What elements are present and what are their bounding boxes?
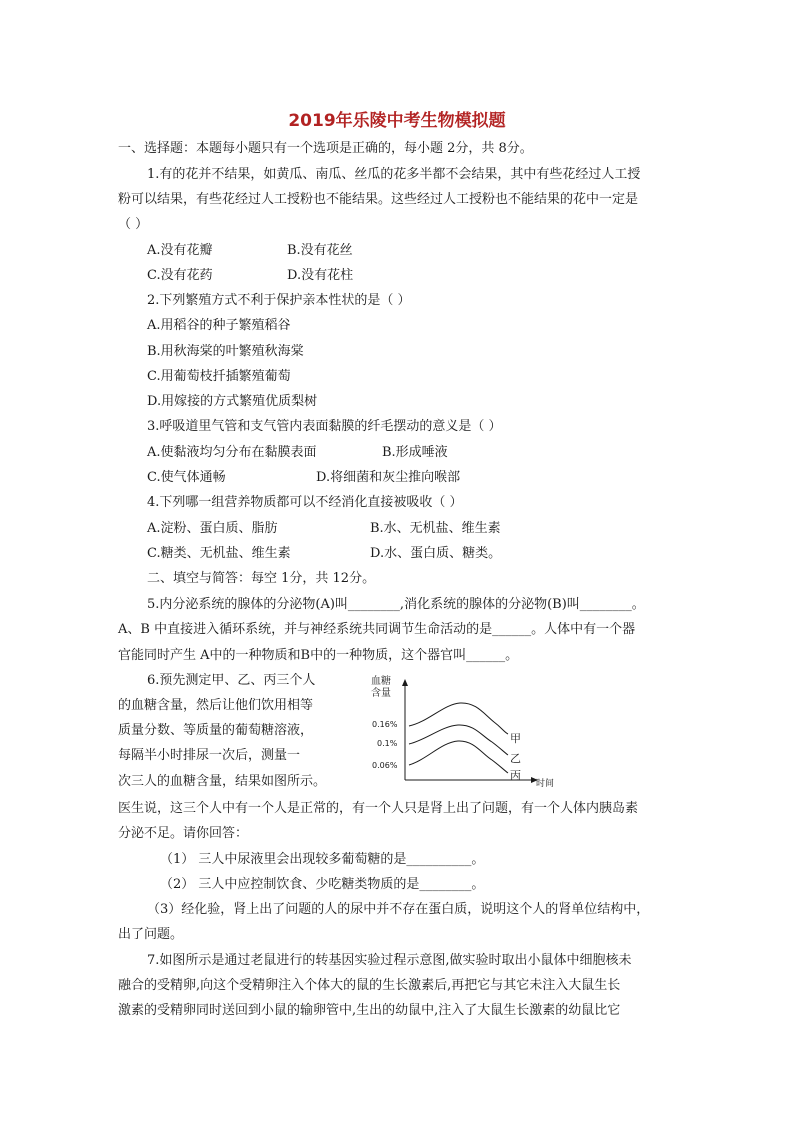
- q1-stem-line1: 1.有的花并不结果，如黄瓜、南瓜、丝瓜的花多半都不会结果，其中有些花经过人工授: [147, 167, 641, 182]
- q6-line1: 6.预先测定甲、乙、丙三个人: [147, 673, 316, 688]
- chart-ylabel-line1: 血糖: [371, 676, 391, 687]
- q6-line4: 每隔半小时排尿一次后，测量一: [118, 748, 301, 763]
- q3-option-b: B.形成唾液: [382, 445, 448, 460]
- q2-option-c: C.用葡萄枝扦插繁殖葡萄: [147, 369, 291, 384]
- q6-line5: 次三人的血糖含量，结果如图所示。: [118, 774, 327, 789]
- q2-option-d: D.用嫁接的方式繁殖优质梨树: [147, 394, 318, 409]
- q6-line3: 质量分数、等质量的葡萄糖溶液，: [118, 723, 314, 738]
- q2-stem: 2.下列繁殖方式不利于保护亲本性状的是（ ）: [147, 293, 411, 308]
- q1-option-a: A.没有花瓣: [147, 243, 213, 258]
- series-label-jia: 甲: [510, 732, 521, 745]
- section1-header: 一、选择题：本题每小题只有一个选项是正确的，每小题 2分，共 8分。: [118, 141, 533, 156]
- section2-header: 二、填空与简答：每空 1分，共 12分。: [147, 571, 376, 586]
- series-label-bing: 丙: [510, 769, 521, 782]
- q7-line1: 7.如图所示是通过老鼠进行的转基因实验过程示意图,做实验时取出小鼠体中细胞核未: [147, 953, 632, 968]
- q2-option-a: A.用稻谷的种子繁殖稻谷: [147, 318, 291, 333]
- q3-option-a: A.使黏液均匀分布在黏膜表面: [147, 445, 317, 460]
- q3-stem: 3.呼吸道里气管和支气管内表面黏膜的纤毛摆动的意义是（ ）: [147, 419, 502, 434]
- q5-line3: 官能同时产生 A中的一种物质和B中的一种物质，这个器官叫______。: [118, 648, 519, 663]
- chart-xlabel: 时间: [536, 779, 555, 789]
- q1-option-c: C.没有花药: [147, 268, 213, 283]
- chart-ytick-2: 0.06%: [372, 761, 398, 770]
- q6-sub2: （2） 三人中应控制饮食、少吃糖类物质的是________。: [160, 877, 485, 892]
- q4-option-c: C.糖类、无机盐、维生素: [147, 546, 291, 561]
- q6-sub3-line2: 出了问题。: [118, 927, 184, 942]
- q3-option-d: D.将细菌和灰尘推向喉部: [316, 470, 461, 485]
- q6-sub3-line1: （3）经化验，肾上出了问题的人的尿中并不存在蛋白质，说明这个人的肾单位结构中，: [147, 902, 650, 917]
- q5-line2: A、B 中直接进入循环系统，并与神经系统共同调节生命活动的是______。人体中有一个器: [118, 622, 636, 637]
- q4-option-b: B.水、无机盐、维生素: [370, 521, 501, 536]
- chart-ytick-0: 0.16%: [372, 720, 398, 729]
- q5-line1: 5.内分泌系统的腺体的分泌物(A)叫________,消化系统的腺体的分泌物(B)叫________。: [147, 597, 645, 612]
- q4-option-d: D.水、蛋白质、糖类。: [370, 546, 502, 561]
- q1-stem-line2: 粉可以结果，有些花经过人工授粉也不能结果。这些经过人工授粉也不能结果的花中一定是: [118, 192, 639, 207]
- q6-line2: 的血糖含量，然后让他们饮用相等: [118, 698, 314, 713]
- q3-option-c: C.使气体通畅: [147, 470, 226, 485]
- series-line-jia: [409, 703, 508, 734]
- q7-line3: 激素的受精卵同时送回到小鼠的输卵管中,生出的幼鼠中,注入了大鼠生长激素的幼鼠比它: [118, 1003, 621, 1018]
- q4-option-a: A.淀粉、蛋白质、脂肪: [147, 521, 278, 536]
- q1-option-d: D.没有花柱: [287, 268, 354, 283]
- q6-sub1: （1） 三人中尿液里会出现较多葡萄糖的是__________。: [160, 852, 485, 867]
- chart-ylabel-line2: 含量: [371, 688, 391, 699]
- q7-line2: 融合的受精卵,向这个受精卵注入个体大的鼠的生长激素后,再把它与其它未注入大鼠生长: [118, 978, 621, 993]
- q6-line7: 分泌不足。请你回答：: [118, 826, 249, 841]
- series-label-yi: 乙: [510, 752, 521, 765]
- q1-option-b: B.没有花丝: [287, 243, 353, 258]
- chart-ytick-1: 0.1%: [377, 739, 398, 748]
- y-axis-arrow-icon: [402, 679, 408, 686]
- page-title: 2019年乐陵中考生物模拟题: [288, 111, 506, 131]
- q2-option-b: B.用秋海棠的叶繁殖秋海棠: [147, 344, 304, 359]
- q6-line6: 医生说，这三个人中有一个人是正常的，有一个人只是肾上出了问题，有一个人体内胰岛素: [118, 801, 639, 816]
- blood-sugar-chart: [368, 672, 568, 790]
- q1-stem-line3: （ ）: [118, 217, 149, 232]
- series-line-yi: [409, 725, 508, 755]
- series-line-bing: [409, 741, 508, 773]
- q4-stem: 4.下列哪一组营养物质都可以不经消化直接被吸收（ ）: [147, 495, 463, 510]
